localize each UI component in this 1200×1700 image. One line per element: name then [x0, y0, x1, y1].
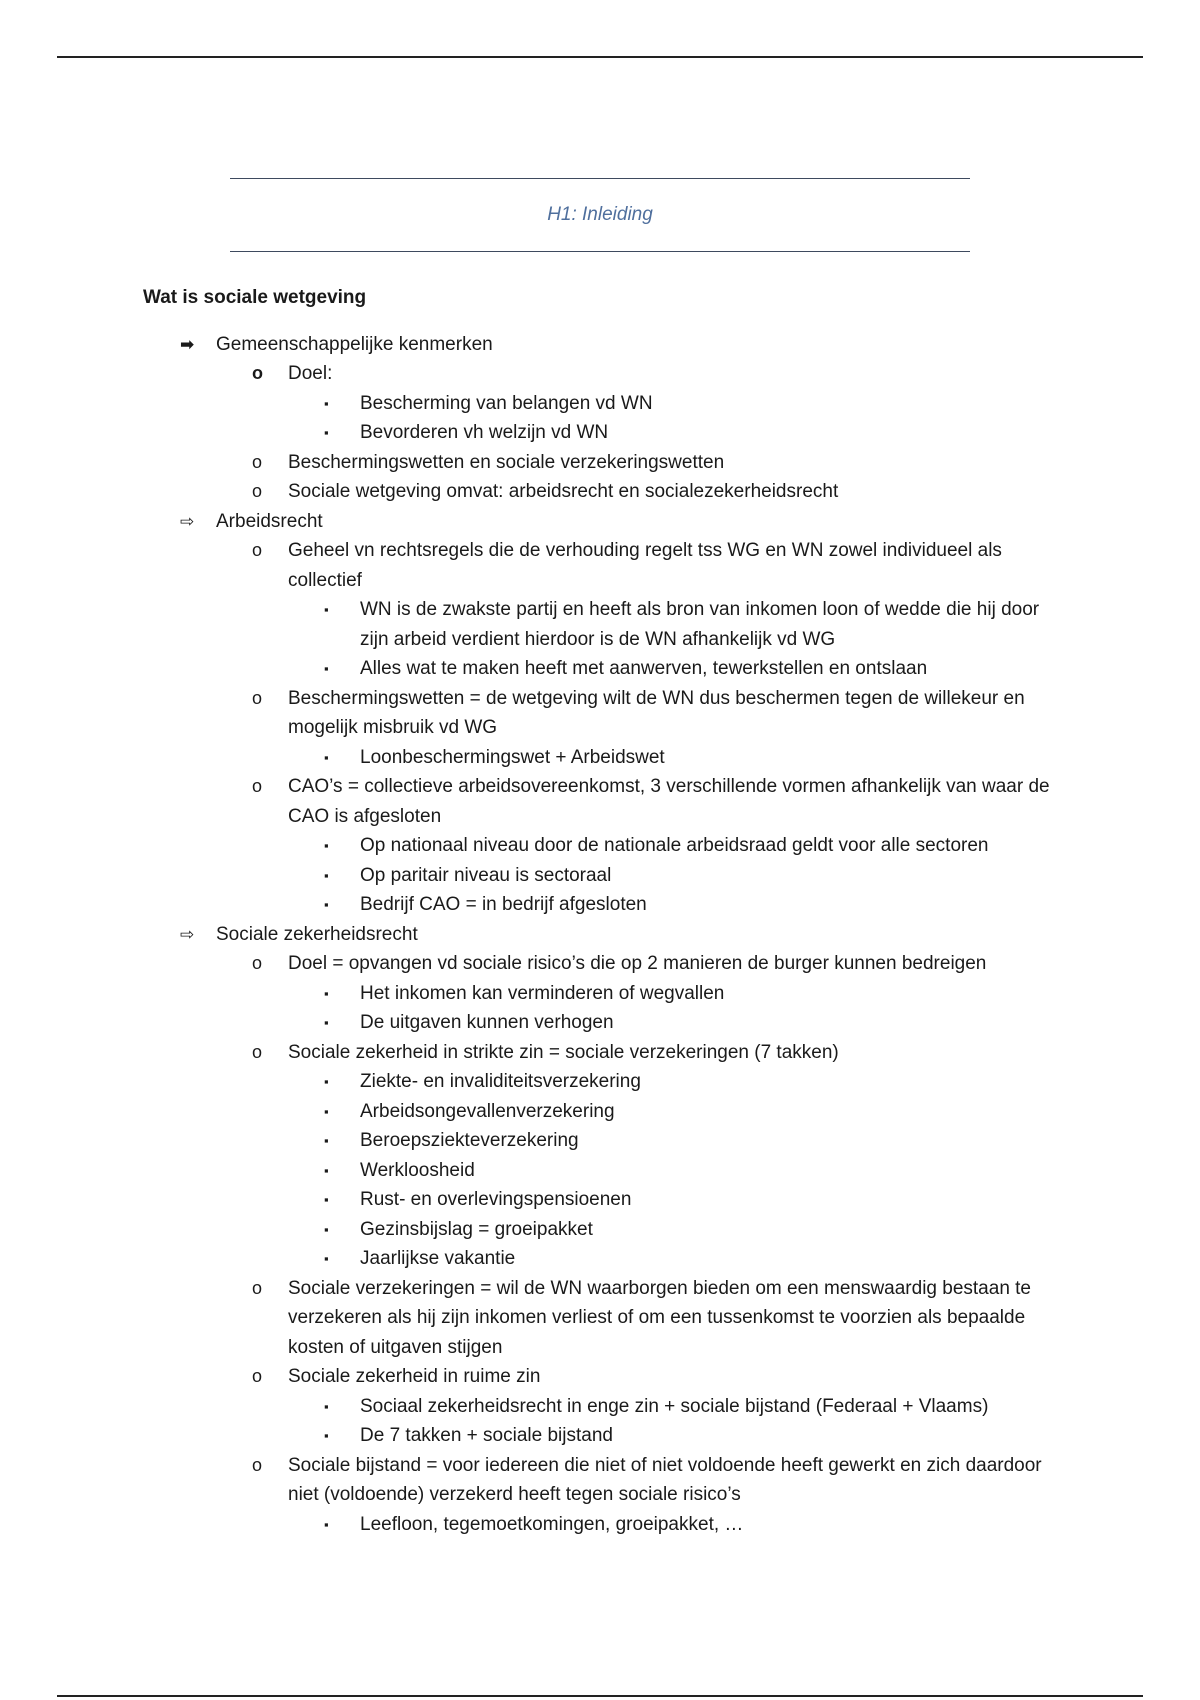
list-item: [252, 536, 1063, 684]
subitem-label: Bedrijf CAO = in bedrijf afgesloten: [360, 894, 647, 915]
topic-label: Arbeidsrecht: [216, 510, 323, 532]
sub-list-item: [324, 1392, 1063, 1422]
subitem-label: Op nationaal niveau door de nationale arbeidsraad geldt voor alle sectoren: [360, 835, 989, 856]
circle-bullet-icon: o: [252, 540, 263, 560]
subitem-list: [288, 743, 1063, 773]
subitem-label: Bevorderen vh welzijn vd WN: [360, 422, 609, 443]
subitem-label: De uitgaven kunnen verhogen: [360, 1012, 614, 1033]
sub-list-item: [324, 654, 1063, 684]
item-label: Doel = opvangen vd sociale risico’s die op 2 manieren de burger kunnen bedreigen: [288, 953, 987, 974]
square-bullet-icon: ▪: [324, 867, 329, 883]
square-bullet-icon: ▪: [324, 1221, 329, 1237]
sub-list-item: [324, 743, 1063, 773]
sub-list-item: [324, 595, 1063, 654]
subitem-label: WN is de zwakste partij en heeft als bron van inkomen loon of wedde die hij door zijn arbeid verdient hierdoor is de WN afhankelijk vd WG: [360, 599, 1040, 650]
list-item: [252, 684, 1063, 773]
item-label: Sociale zekerheid in strikte zin = sociale verzekeringen (7 takken): [288, 1041, 839, 1063]
sub-list-item: [324, 1008, 1063, 1038]
subitem-label: Arbeidsongevallenverzekering: [360, 1100, 615, 1122]
item-list: [216, 949, 1063, 1539]
subitem-list: [288, 1067, 1063, 1274]
page-bottom-rule: [57, 1695, 1143, 1697]
subitem-label: Op paritair niveau is sectoraal: [360, 864, 612, 886]
item-label: Sociale verzekeringen = wil de WN waarborgen bieden om een menswaardig bestaan te verzekeren als hij zijn inkomen verliest of om een tussenkomst te voorzien als bepaalde kosten of uitgaven stijgen: [288, 1277, 1032, 1358]
item-label: Beschermingswetten en sociale verzekeringswetten: [288, 451, 725, 473]
sub-list-item: [324, 1244, 1063, 1274]
list-item: [252, 477, 1063, 507]
subitem-label: Beroepsziekteverzekering: [360, 1130, 579, 1151]
sub-list-item: [324, 1097, 1063, 1127]
square-bullet-icon: ▪: [324, 1398, 329, 1414]
list-item: [252, 448, 1063, 478]
sub-list-item: [324, 831, 1063, 861]
sub-list-item: [324, 1126, 1063, 1156]
topic-list: [143, 330, 1063, 1540]
subitem-list: [288, 979, 1063, 1038]
document-body: [143, 283, 1063, 1539]
sub-list-item: [324, 1510, 1063, 1540]
list-item: [252, 1274, 1063, 1363]
subitem-label: Alles wat te maken heeft met aanwerven, tewerkstellen en ontslaan: [360, 658, 928, 679]
square-bullet-icon: ▪: [324, 1192, 329, 1207]
circle-bullet-icon: o: [252, 953, 263, 973]
sub-list-item: [324, 979, 1063, 1009]
square-bullet-icon: ▪: [324, 985, 329, 1001]
sub-list-item: [324, 890, 1063, 920]
item-list: [216, 536, 1063, 920]
square-bullet-icon: ▪: [324, 602, 329, 617]
arrow-bullet-icon: ⇨: [180, 511, 195, 531]
subitem-label: Sociaal zekerheidsrecht in enge zin + sociale bijstand (Federaal + Vlaams): [360, 1395, 989, 1417]
circle-bullet-icon: o: [252, 1454, 263, 1475]
topic-item: [180, 330, 1063, 507]
item-label: CAO’s = collectieve arbeidsovereenkomst, 3 verschillende vormen afhankelijk van waar de CAO is afgesloten: [288, 776, 1050, 827]
subitem-label: Loonbeschermingswet + Arbeidswet: [360, 746, 665, 768]
sub-list-item: [324, 1156, 1063, 1186]
arrow-bullet-icon: ⇨: [180, 924, 195, 944]
subitem-label: Het inkomen kan verminderen of wegvallen: [360, 982, 725, 1004]
list-item: [252, 359, 1063, 448]
subitem-label: Rust- en overlevingspensioenen: [360, 1189, 632, 1210]
circle-bullet-icon: o: [252, 481, 263, 501]
subitem-label: De 7 takken + sociale bijstand: [360, 1425, 613, 1446]
square-bullet-icon: ▪: [324, 1015, 329, 1030]
sub-list-item: [324, 1067, 1063, 1097]
subitem-list: [288, 1510, 1063, 1540]
chapter-title-block: [230, 178, 970, 252]
circle-bullet-icon: o: [252, 687, 263, 708]
circle-bullet-icon: o: [252, 451, 263, 472]
square-bullet-icon: ▪: [324, 897, 329, 912]
circle-bullet-icon: o: [252, 1041, 263, 1062]
circle-bullet-icon: o: [252, 363, 263, 383]
topic-label: Gemeenschappelijke kenmerken: [216, 333, 493, 355]
subitem-label: Ziekte- en invaliditeitsverzekering: [360, 1071, 641, 1092]
sub-list-item: [324, 1421, 1063, 1451]
square-bullet-icon: ▪: [324, 838, 329, 853]
square-bullet-icon: ▪: [324, 749, 329, 765]
circle-bullet-icon: o: [252, 1277, 263, 1298]
sub-list-item: [324, 861, 1063, 891]
subitem-label: Jaarlijkse vakantie: [360, 1248, 516, 1269]
item-list: [216, 359, 1063, 507]
list-item: [252, 1038, 1063, 1274]
list-item: [252, 949, 1063, 1038]
section-heading: Wat is sociale wetgeving: [143, 287, 367, 308]
item-label: Doel:: [288, 363, 333, 384]
sub-list-item: [324, 418, 1063, 448]
square-bullet-icon: ▪: [324, 661, 329, 676]
square-bullet-icon: ▪: [324, 1133, 329, 1148]
subitem-label: Werkloosheid: [360, 1159, 475, 1181]
square-bullet-icon: ▪: [324, 1074, 329, 1089]
subitem-list: [288, 595, 1063, 684]
page-top-rule: [57, 56, 1143, 58]
square-bullet-icon: ▪: [324, 1251, 329, 1266]
sub-list-item: [324, 1185, 1063, 1215]
subitem-list: [288, 1392, 1063, 1451]
item-label: Geheel vn rechtsregels die de verhouding regelt tss WG en WN zowel individueel als collectief: [288, 540, 1002, 591]
topic-item: [180, 507, 1063, 920]
topic-label: Sociale zekerheidsrecht: [216, 923, 418, 945]
sub-list-item: [324, 1215, 1063, 1245]
item-label: Sociale zekerheid in ruime zin: [288, 1366, 541, 1387]
list-item: [252, 772, 1063, 920]
subitem-label: Leefloon, tegemoetkomingen, groeipakket, …: [360, 1513, 744, 1535]
square-bullet-icon: ▪: [324, 1162, 329, 1178]
subitem-label: Gezinsbijslag = groeipakket: [360, 1218, 593, 1240]
list-item: [252, 1362, 1063, 1451]
subitem-list: [288, 389, 1063, 448]
list-item: [252, 1451, 1063, 1540]
item-label: Sociale wetgeving omvat: arbeidsrecht en socialezekerheidsrecht: [288, 481, 839, 502]
topic-item: [180, 920, 1063, 1540]
square-bullet-icon: ▪: [324, 425, 329, 440]
square-bullet-icon: ▪: [324, 395, 329, 411]
square-bullet-icon: ▪: [324, 1103, 329, 1119]
chapter-title: H1: Inleiding: [547, 204, 653, 225]
square-bullet-icon: ▪: [324, 1516, 329, 1532]
square-bullet-icon: ▪: [324, 1428, 329, 1443]
item-label: Beschermingswetten = de wetgeving wilt de WN dus beschermen tegen de willekeur en mogelijk misbruik vd WG: [288, 687, 1025, 738]
subitem-label: Bescherming van belangen vd WN: [360, 392, 653, 414]
sub-list-item: [324, 389, 1063, 419]
subitem-list: [288, 831, 1063, 920]
circle-bullet-icon: o: [252, 1366, 263, 1386]
circle-bullet-icon: o: [252, 776, 263, 796]
arrow-bullet-icon: ➡: [180, 334, 195, 354]
item-label: Sociale bijstand = voor iedereen die niet of niet voldoende heeft gewerkt en zich daardoor niet (voldoende) verzekerd heeft tegen sociale risico’s: [288, 1454, 1042, 1505]
